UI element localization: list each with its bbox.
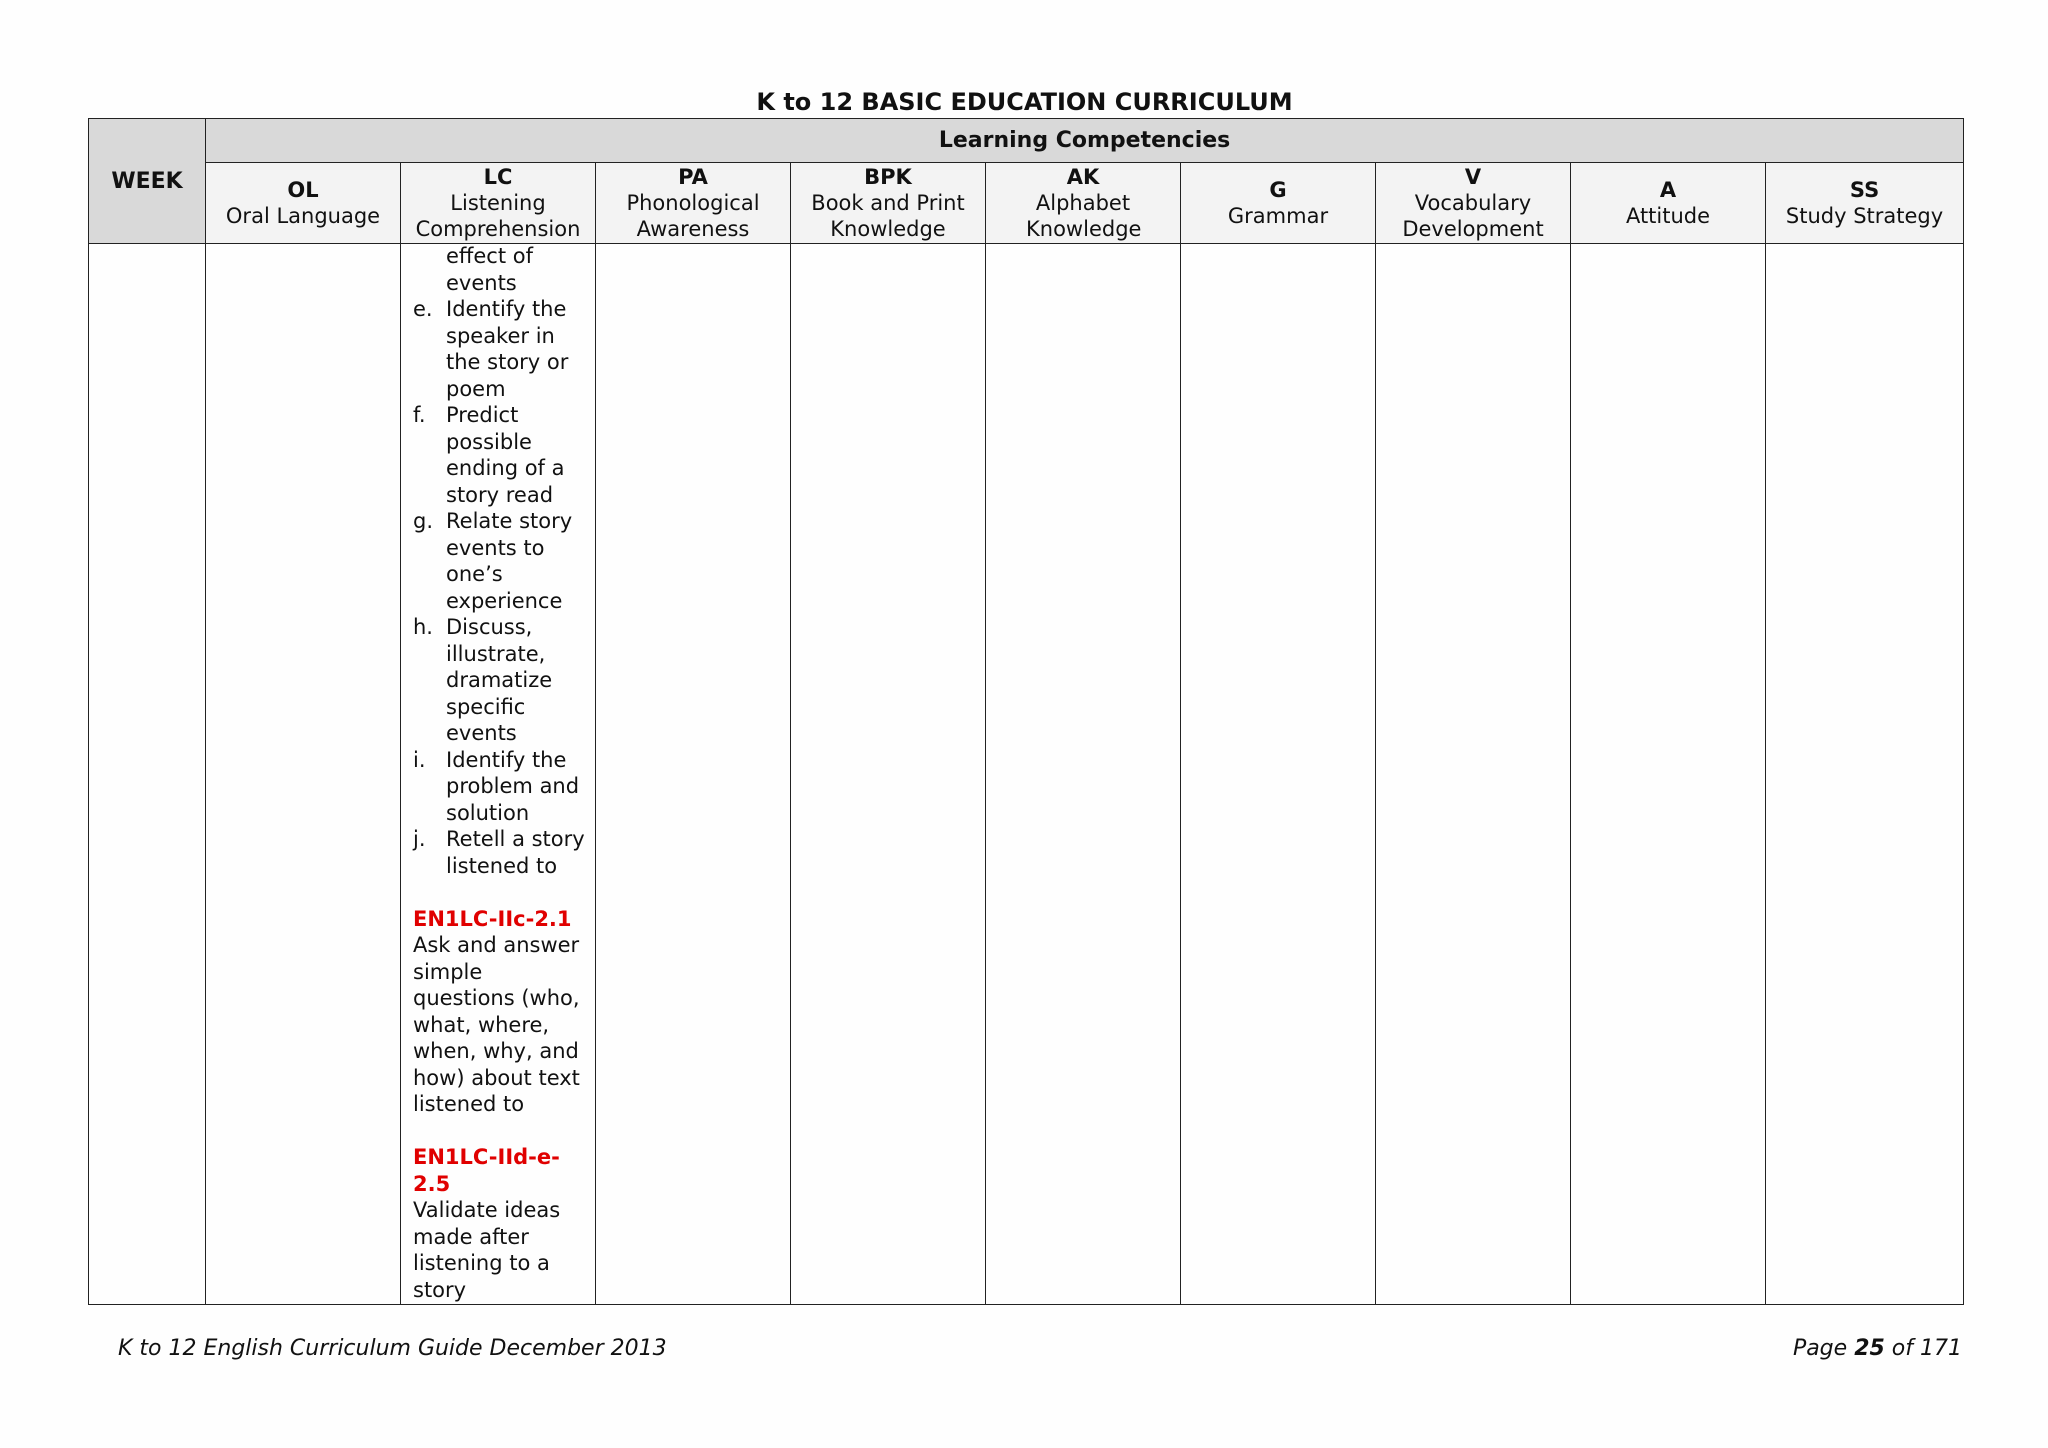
ak-cell	[986, 244, 1181, 1305]
item-letter: h.	[413, 615, 433, 639]
list-item	[413, 614, 587, 747]
column-header-ak	[986, 163, 1181, 244]
column-code: LC	[483, 165, 513, 189]
column-code: V	[1464, 165, 1482, 189]
item-letter: e.	[413, 297, 433, 321]
column-name: Book and Print Knowledge	[811, 191, 965, 241]
list-item	[413, 826, 587, 879]
item-letter: f.	[413, 403, 426, 427]
column-code: A	[1659, 178, 1677, 202]
page-suffix: of 171	[1884, 1336, 1962, 1361]
column-header-g	[1181, 163, 1376, 244]
column-name: Alphabet Knowledge	[1026, 191, 1142, 241]
column-header-v	[1376, 163, 1571, 244]
item-letter: g.	[413, 509, 434, 533]
column-code: AK	[1066, 165, 1100, 189]
g-cell	[1181, 244, 1376, 1305]
footer-guide-title: K to 12 English Curriculum Guide December 2013	[118, 1336, 667, 1361]
page-prefix: Page	[1792, 1336, 1855, 1361]
bpk-cell	[791, 244, 986, 1305]
column-header-pa	[596, 163, 791, 244]
column-code: SS	[1849, 178, 1880, 202]
column-header-a	[1571, 163, 1766, 244]
a-cell	[1571, 244, 1766, 1305]
column-name: Grammar	[1227, 204, 1329, 228]
footer-page-number	[1793, 1336, 1962, 1361]
item-letter: i.	[413, 747, 426, 772]
column-code: G	[1269, 178, 1287, 202]
pa-cell	[596, 244, 791, 1305]
list-item	[413, 402, 587, 508]
item-text: Relate story events to one’s experience	[446, 509, 573, 613]
curriculum-table	[88, 118, 1964, 1305]
column-name: Phonological Awareness	[626, 191, 760, 241]
column-header-ss	[1766, 163, 1964, 244]
column-header-lc	[401, 163, 596, 244]
week-header: WEEK	[89, 119, 206, 244]
column-header-ol	[206, 163, 401, 244]
column-name: Oral Language	[225, 204, 381, 228]
item-text: Retell a story listened to	[446, 827, 585, 878]
column-header-bpk	[791, 163, 986, 244]
list-item	[413, 296, 587, 402]
item-text: Identify the speaker in the story or poem	[446, 297, 569, 401]
v-cell	[1376, 244, 1571, 1305]
item-text: Predict possible ending of a story read	[446, 403, 565, 507]
column-code: PA	[678, 165, 708, 189]
item-text: Discuss, illustrate, dramatize specific events	[446, 615, 553, 745]
week-cell	[89, 244, 206, 1305]
list-item	[413, 747, 587, 827]
competency-code: EN1LC-IId-e-2.5	[413, 1145, 560, 1196]
list-item	[413, 508, 587, 614]
document-title: K to 12 BASIC EDUCATION CURRICULUM	[756, 88, 1293, 116]
lc-cell	[401, 244, 596, 1305]
item-text: Identify the problem and solution	[446, 747, 580, 825]
column-name: Study Strategy	[1785, 204, 1944, 228]
ol-cell	[206, 244, 401, 1305]
column-name: Listening Comprehension	[415, 191, 581, 241]
continued-text: effect of events	[446, 244, 534, 295]
column-name: Attitude	[1625, 204, 1711, 228]
competency-code: EN1LC-IIc-2.1	[413, 906, 572, 931]
competency-text: Ask and answer simple questions (who, what, where, when, why, and how) about text listened to	[413, 933, 580, 1116]
ss-cell	[1766, 244, 1964, 1305]
column-name: Vocabulary Development	[1402, 191, 1544, 241]
column-code: BPK	[864, 165, 912, 189]
learning-competencies-header: Learning Competencies	[206, 119, 1964, 163]
page-number: 25	[1854, 1336, 1885, 1361]
column-code: OL	[287, 178, 319, 202]
item-letter: j.	[413, 827, 426, 851]
competency-text: Validate ideas made after listening to a story	[413, 1198, 561, 1302]
